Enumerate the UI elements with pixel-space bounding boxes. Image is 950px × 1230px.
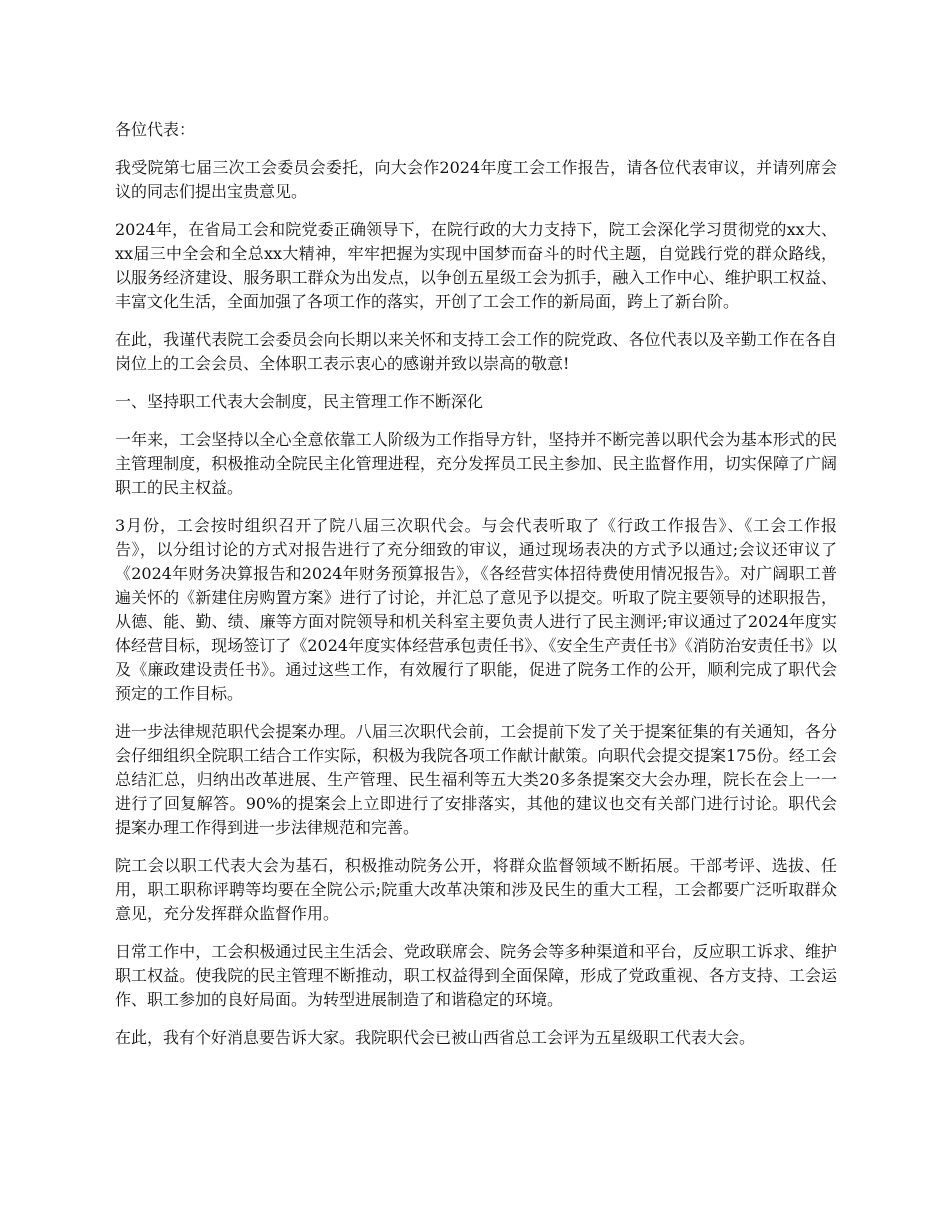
body-paragraph: 进一步法律规范职代会提案办理。八届三次职代会前，工会提前下发了关于提案征集的有关通知，各分会仔细组织全院职工结合工作实际，积极为我院各项工作献计献策。向职代会提交提案175份。经工会总结汇总，归纳出改革进展、生产管理、民生福利等五大类20多条提案交大会办理，院长在会上一一进行了回复解答。90%的提案会上立即进行了安排落实，其他的建议也交有关部门进行讨论。职代会提案办理工作得到进一步法律规范和完善。	[115, 722, 837, 837]
body-paragraph: 一年来，工会坚持以全心全意依靠工人阶级为工作指导方针，坚持并不断完善以职代会为基本形式的民主管理制度，积极推动全院民主化管理进程，充分发挥员工民主参加、民主监督作用，切实保障了广阔职工的民主权益。	[115, 430, 837, 497]
body-paragraph: 3月份，工会按时组织召开了院八届三次职代会。与会代表听取了《行政工作报告》、《工会工作报告》，以分组讨论的方式对报告进行了充分细致的审议，通过现场表决的方式予以通过;会议还审议了《2024年财务决算报告和2024年财务预算报告》，《各经营实体招待费使用情况报告》。对广阔职工普遍关怀的《新建住房购置方案》进行了讨论，并汇总了意见予以提交。听取了院主要领导的述职报告，从德、能、勤、绩、廉等方面对院领导和机关科室主要负责人进行了民主测评;审议通过了2024年度实体经营目标，现场签订了《2024年度实体经营承包责任书》、《安全生产责任书》《消防治安责任书》以及《廉政建设责任书》。通过这些工作，有效履行了职能，促进了院务工作的公开，顺利完成了职代会预定的工作目标。	[115, 516, 837, 703]
body-paragraph: 日常工作中，工会积极通过民主生活会、党政联席会、院务会等多种渠道和平台，反应职工诉求、维护职工权益。使我院的民主管理不断推动，职工权益得到全面保障，形成了党政重视、各方支持、工会运作、职工参加的良好局面。为转型进展制造了和谐稳定的环境。	[115, 942, 837, 1009]
thanks-paragraph: 在此，我谨代表院工会委员会向长期以来关怀和支持工会工作的院党政、各位代表以及辛勤工作在各自岗位上的工会会员、全体职工表示衷心的感谢并致以崇高的敬意!	[115, 330, 837, 373]
overview-paragraph: 2024年，在省局工会和院党委正确领导下，在院行政的大力支持下，院工会深化学习贯彻党的xx大、xx届三中全会和全总xx大精神，牢牢把握为实现中国梦而奋斗的时代主题，自觉践行党的群众路线，以服务经济建设、服务职工群众为出发点，以争创五星级工会为抓手，融入工作中心、维护职工权益、丰富文化生活，全面加强了各项工作的落实，开创了工会工作的新局面，跨上了新台阶。	[115, 220, 837, 311]
intro-paragraph: 我受院第七届三次工会委员会委托，向大会作2024年度工会工作报告，请各位代表审议，并请列席会议的同志们提出宝贵意见。	[115, 158, 837, 201]
section-heading: 一、坚持职工代表大会制度，民主管理工作不断深化	[115, 392, 484, 411]
body-paragraph: 院工会以职工代表大会为基石，积极推动院务公开，将群众监督领域不断拓展。干部考评、选拔、任用，职工职称评聘等均要在全院公示;院重大改革决策和涉及民生的重大工程，工会都要广泛听取群众意见，充分发挥群众监督作用。	[115, 856, 837, 923]
salutation: 各位代表：	[115, 120, 196, 139]
document-page	[115, 118, 837, 1064]
closing-paragraph: 在此，我有个好消息要告诉大家。我院职代会已被山西省总工会评为五星级职工代表大会。	[115, 1028, 756, 1047]
